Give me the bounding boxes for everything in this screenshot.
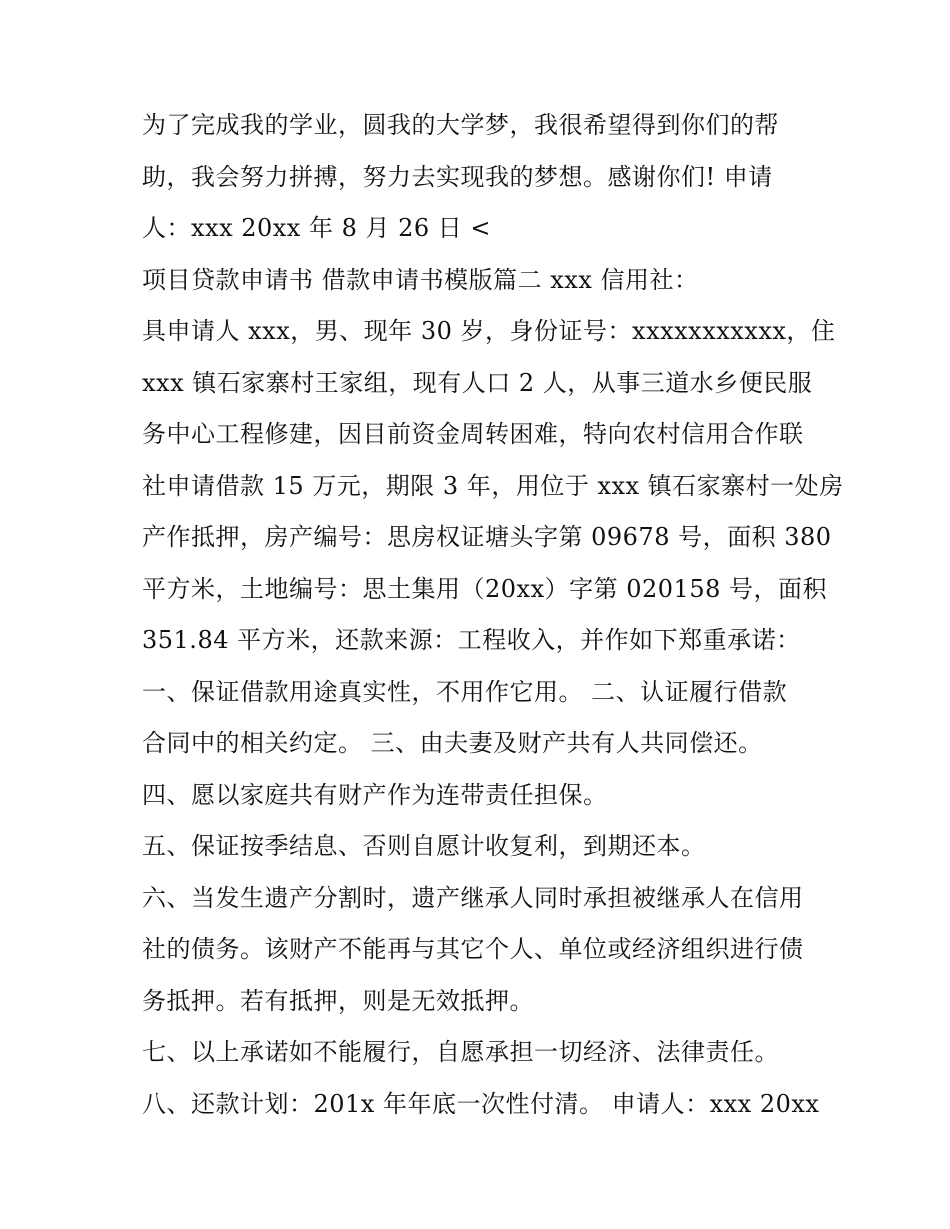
text-line-12: 一、保证借款用途真实性，不用作它用。 二、认证履行借款 xyxy=(142,677,788,706)
text-line-15: 五、保证按季结息、否则自愿计收复利，到期还本。 xyxy=(142,832,706,860)
text-line-8: 社申请借款 15 万元，期限 3 年，用位于 xxx 镇石家寨村一处房 xyxy=(142,471,844,500)
text-line-7: 务中心工程修建，因目前资金周转困难，特向农村信用合作联 xyxy=(142,420,804,448)
text-line-17: 社的债务。该财产不能再与其它个人、单位或经济组织进行债 xyxy=(142,935,804,963)
text-line-9: 产作抵押，房产编号：思房权证塘头字第 09678 号，面积 380 xyxy=(142,523,832,551)
text-line-16: 六、当发生遗产分割时，遗产继承人同时承担被继承人在信用 xyxy=(142,883,804,912)
text-line-20: 八、还款计划：201x 年年底一次性付清。 申请人：xxx 20xx xyxy=(142,1089,820,1118)
text-line-11: 351.84 平方米，还款来源：工程收入，并作如下郑重承诺： xyxy=(142,626,801,654)
text-line-14: 四、愿以家庭共有财产作为连带责任担保。 xyxy=(142,780,608,809)
text-line-10: 平方米，土地编号：思土集用（20xx）字第 020158 号，面积 xyxy=(142,574,827,603)
text-line-18: 务抵押。若有抵押，则是无效抵押。 xyxy=(142,986,534,1015)
text-line-19: 七、以上承诺如不能履行，自愿承担一切经济、法律责任。 xyxy=(142,1038,779,1066)
text-line-1: 为了完成我的学业，圆我的大学梦，我很希望得到你们的帮 xyxy=(142,111,779,139)
document-body xyxy=(142,100,842,1130)
text-line-2: 助，我会努力拼搏，努力去实现我的梦想。感谢你们! 申请 xyxy=(142,162,773,191)
text-line-6: xxx 镇石家寨村王家组，现有人口 2 人，从事三道水乡便民服 xyxy=(142,368,813,397)
text-line-4: 项目贷款申请书 借款申请书模版篇二 xxx 信用社： xyxy=(142,265,699,294)
text-line-5: 具申请人 xxx，男、现年 30 岁，身份证号：xxxxxxxxxxx，住 xyxy=(142,317,836,345)
text-line-3: 人：xxx 20xx 年 8 月 26 日 < xyxy=(142,214,492,242)
text-line-13: 合同中的相关约定。 三、由夫妻及财产共有人共同偿还。 xyxy=(142,729,763,757)
